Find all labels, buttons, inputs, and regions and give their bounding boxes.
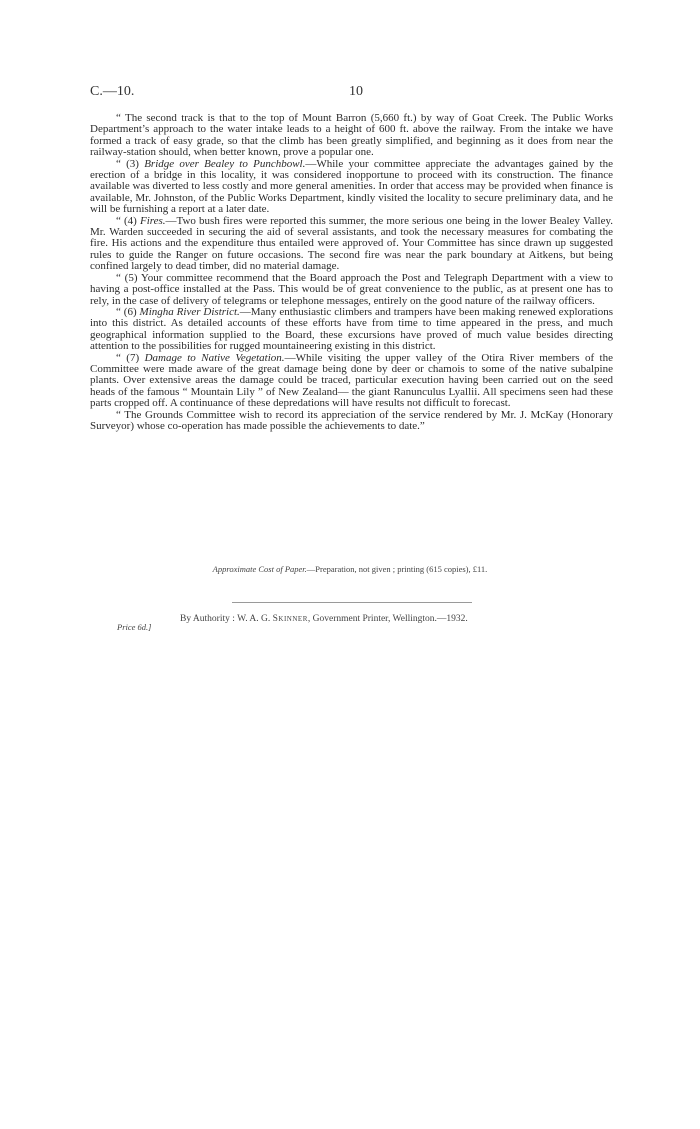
cost-text: —Preparation, not given ; printing (615 copies), £11.	[306, 564, 488, 574]
paragraph-bridge-over-bealey	[90, 159, 613, 216]
report-body	[90, 113, 613, 432]
paragraph-post-office	[90, 273, 613, 307]
cost-of-paper-note	[0, 564, 700, 574]
paragraph-mingha-river	[90, 307, 613, 353]
paragraph-prefix: “ (7)	[116, 351, 145, 364]
paragraph-text: —While visiting the upper valley of the Otira River members of the Committee were made aware of the great damage being done by deer or chamois to some of the native subalpine plants. Over extensive areas the damage could be traced, particular execution having been carried out on the seed heads of the famous “ Mountain Lily ” of New Zealand— the giant Ranunculus Lyallii. All specimens seen had these parts cropped off. A continuance of these depredations will have results not difficult to forecast.	[90, 351, 613, 410]
divider-rule	[232, 602, 472, 603]
cost-label: Approximate Cost of Paper.	[212, 564, 307, 574]
page-number: 10	[349, 84, 363, 99]
paragraph-prefix: “ (3)	[116, 157, 145, 170]
page-header	[90, 84, 610, 102]
paragraph-prefix: “ (6)	[116, 305, 140, 318]
paragraph-native-vegetation	[90, 353, 613, 410]
paragraph-text: —Two bush fires were reported this summer, the more serious one being in the lower Bealey Valley. Mr. Warden succeeded in securing the aid of several assistants, and took the necessary measures for combating the fire. His actions and the expenditure thus entailed were approved of. Your Committee has since drawn up suggested rules to guide the Ranger on future occasions. The second fire was near the park boundary at Aitkens, but being confined largely to dead timber, did no material damage.	[90, 214, 613, 273]
paragraph-text: —While your committee appreciate the advantages gained by the erection of a bridge in this locality, it was considered inopportune to proceed with its construction. The finance available was diverted to less costly and more general amenities. In order that access may be provided when finance is available, Mr. Johnston, of the Public Works Department, kindly visited the locality to secure preliminary data, and he will be furnishing a report at a later date.	[90, 157, 613, 216]
printer-name: Skinner	[272, 614, 308, 624]
price-note: Price 6d.]	[117, 622, 152, 632]
paragraph-fires	[90, 216, 613, 273]
paragraph-text: “ The Grounds Committee wish to record its appreciation of the service rendered by Mr. J. McKay (Honorary Surveyor) whose co-operation has made possible the achievements to date.”	[90, 408, 613, 432]
paragraph-heading: Damage to Native Vegetation.	[144, 351, 285, 364]
paragraph-prefix: “ (4)	[116, 214, 140, 227]
paragraph-text: “ (5) Your committee recommend that the Board approach the Post and Telegraph Department with a view to having a post-office installed at the Pass. This would be of great convenience to the public, as at present one has to rely, in the case of delivery of telegrams or telephone messages, entirely on the good nature of the railway officers.	[90, 271, 613, 307]
paragraph-text: “ The second track is that to the top of Mount Barron (5,660 ft.) by way of Goat Creek. The Public Works Department’s approach to the water intake leads to a height of 600 ft. above the railway. From the intake we have formed a track of easy grade, so that the climb has been greatly simplified, and beginning as it does from near the railway-station should, when better known, prove a popular one.	[90, 112, 613, 159]
authority-prefix: By Authority : W. A. G.	[180, 614, 273, 624]
authority-suffix: , Government Printer, Wellington.—1932.	[307, 614, 468, 624]
paragraph-heading: Mingha River District.	[139, 305, 240, 318]
paragraph-text: —Many enthusiastic climbers and trampers have been making renewed explorations into this district. As detailed accounts of these efforts have from time to time appeared in the press, and much geographical information supplied to the Board, these excursions have proved of much value besides directing attention to the possibilities for rugged mountaineering existing in this district.	[90, 305, 613, 353]
paragraph-mount-barron-track	[90, 113, 613, 159]
paragraph-heading: Fires.	[139, 214, 166, 227]
paragraph-heading: Bridge over Bealey to Punchbowl.	[144, 157, 306, 170]
document-reference: C.—10.	[90, 84, 135, 99]
paragraph-appreciation	[90, 410, 613, 433]
printer-authority-line	[180, 614, 468, 624]
